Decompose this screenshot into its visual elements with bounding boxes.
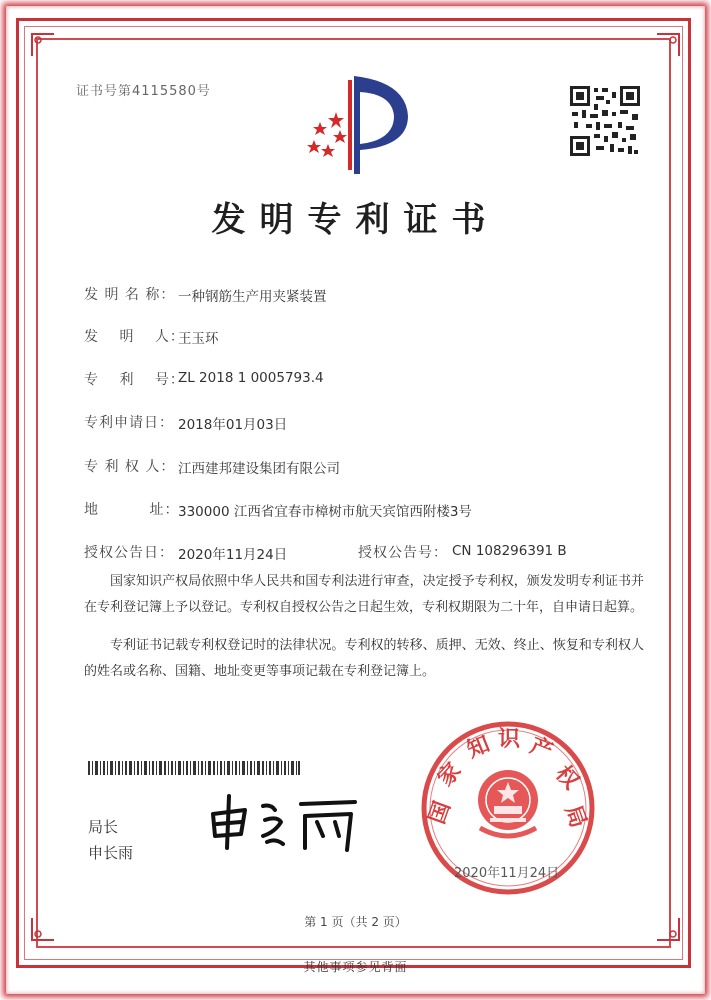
director-title: 局长 [88,818,119,836]
field-label-patentee: 专 利 权 人： [84,459,176,475]
field-label-announcement-number: 授权公告号： [358,545,448,561]
qr-code-icon [568,84,642,158]
field-value-grant-date: 2020年11月24日 [178,547,288,563]
barcode-icon [88,760,300,774]
footer-note: 其他事项参见背面 [303,960,408,974]
svg-text:局: 局 [559,801,592,832]
svg-text:识: 识 [498,726,521,752]
document-title: 发明专利证书 [211,200,500,240]
svg-text:知: 知 [463,730,494,764]
field-label-inventor: 发 明 人： [84,329,185,345]
page-number: 第 1 页（共 2 页） [304,915,407,929]
svg-text:国: 国 [423,797,456,828]
field-value-inventor: 王玉环 [178,331,219,347]
corner-ornament-icon [655,32,681,58]
field-label-filing-date: 专利申请日： [84,415,174,431]
legal-status-paragraph: 专利证书记载专利权登记时的法律状况。专利权的转移、质押、无效、终止、恢复和专利权人的姓名或名称、国籍、地址变更等事项记载在专利登记簿上。 [84,638,644,679]
seal-date: 2020年11月24日 [454,866,560,881]
field-label-invention-name: 发 明 名 称： [84,287,176,303]
director-name: 申长雨 [88,844,134,862]
field-value-patentee: 江西建邦建设集团有限公司 [178,461,340,477]
svg-text:权: 权 [550,760,585,795]
field-value-announcement-number: CN 108296391 B [452,543,567,559]
cnipa-logo-icon [296,70,416,180]
field-value-address: 330000 江西省宜春市樟树市航天宾馆西附楼3号 [178,504,472,520]
field-label-grant-date: 授权公告日： [84,545,174,561]
corner-ornament-icon [30,32,56,58]
field-value-filing-date: 2018年01月03日 [178,417,288,433]
certificate-number: 证书号第4115580号 [76,84,211,99]
director-signature-icon [205,786,365,856]
grant-statement-paragraph: 国家知识产权局依照中华人民共和国专利法进行审查，决定授予专利权，颁发发明专利证书并在专利登记簿上予以登记。专利权自授权公告之日起生效，专利权期限为二十年，自申请日起算。 [84,574,644,615]
svg-text:家: 家 [432,757,467,792]
field-label-patent-number: 专 利 号： [84,372,185,388]
field-value-invention-name: 一种钢筋生产用夹紧装置 [178,289,327,305]
field-value-patent-number: ZL 2018 1 0005793.4 [178,370,324,386]
svg-text:产: 产 [526,732,557,765]
field-label-address: 地 址： [84,502,180,518]
